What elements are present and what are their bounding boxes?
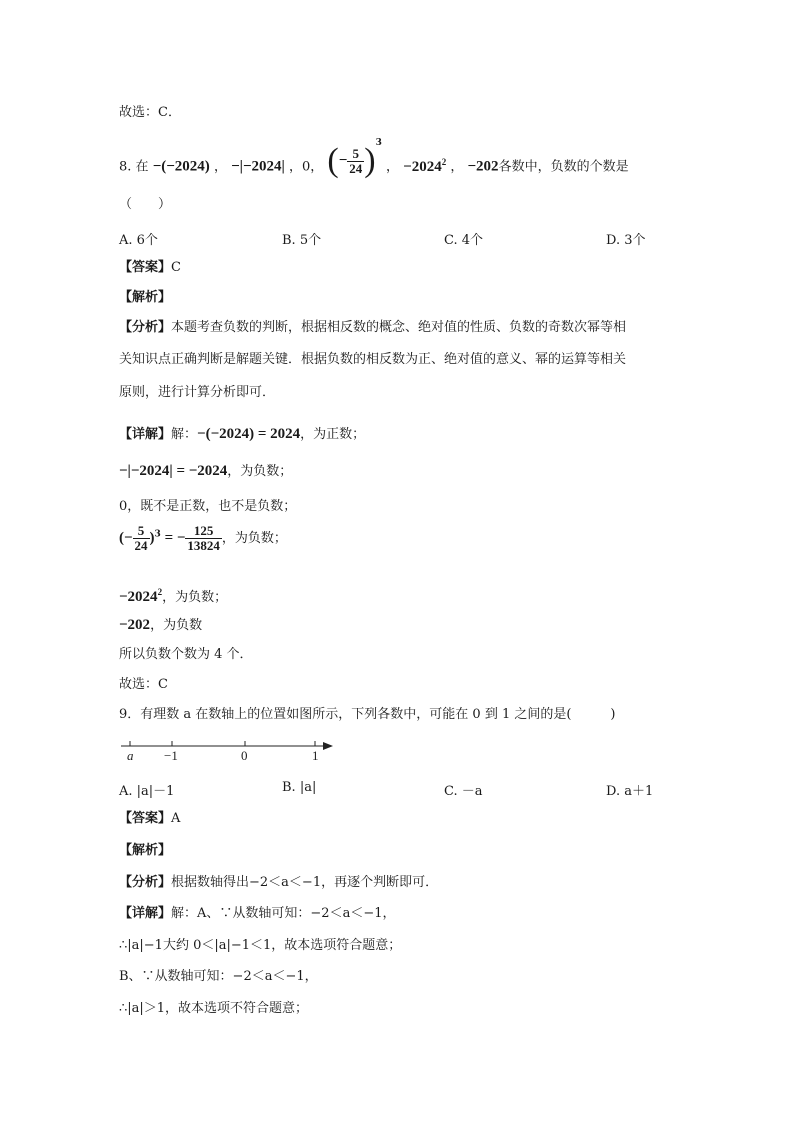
q8-prefix: 在 [135,159,149,175]
q9-answer [119,810,180,828]
q8-step-4-result-den: 13824 [187,538,220,553]
q8-step-1-expr: −(−2024) = 2024 [197,426,301,442]
q9-number-line [119,734,339,764]
q8-expr-3-exp: 3 [375,138,382,149]
q8-step-4 [119,524,287,564]
q8-option-c: C. 4个 [444,233,484,248]
q8-step-1-text: ，为正数； [300,427,366,442]
label-minus-1: −1 [164,748,178,763]
q8-answer-label: 【答案】 [119,260,172,275]
label-0: 0 [241,748,248,763]
q8-xiangjie-label: 【详解】 [119,427,172,442]
q8-expr-3-fraction [347,147,364,176]
number-line-arrow-icon [323,742,333,750]
q8-expr-2: −|−2024| [231,158,285,175]
q8-answer-paren: （ ） [119,197,172,212]
q9-option-a: A. |a|－1 [119,784,175,799]
q9-xiangjie-label: 【详解】 [119,906,172,921]
q8-number: 8. [119,159,132,175]
q8-sep-2: ，0， [288,159,324,175]
q9-analysis-label-text: 【解析】 [119,843,172,858]
q8-fenxi-text-1: 本题考查负数的判断，根据相反数的概念、绝对值的性质、负数的奇数次幂等相 [171,320,627,335]
q8-step-4-fraction [133,524,150,553]
q8-final-choice: 故选：C [119,677,168,692]
q8-expr-3-open: ( [327,142,339,179]
q8-fenxi-line-3: 原则，进行计算分析即可． [119,385,276,400]
q8-step-2-expr: −|−2024| = −2024 [119,463,228,479]
q8-step-2 [119,462,292,481]
q8-stem [119,138,629,200]
q9-analysis-label [119,842,171,860]
q8-step-5-text: ，为负数； [162,590,228,605]
q8-expr-4-base: −2024 [403,158,442,175]
q8-step-4-text: ，为负数； [221,531,287,546]
q9-fenxi-text: 根据数轴得出−2＜a＜−1，再逐个判断即可． [171,875,439,890]
q9-answer-value: A [171,811,181,826]
q8-step-4-eq: = − [160,530,186,546]
q9-fenxi [119,874,438,892]
q8-fenxi-line-2: 关知识点正确判断是解题关键．根据负数的相反数为正、绝对值的意义、幂的运算等相关 [119,352,627,367]
q8-step-4-close: ) [149,530,155,546]
q8-sep-4: ， [450,159,464,175]
q9-xiangjie-line-2: ∴|a|−1大约 0＜|a|−1＜1，故本选项符合题意； [119,938,402,953]
q8-step-5 [119,583,227,607]
label-1: 1 [312,748,319,763]
q9-option-b: B. |a| [282,780,317,795]
q8-xiangjie-line-1 [119,425,365,444]
q8-expr-3 [327,138,382,179]
label-a: a [127,748,134,763]
q8-expr-4-exp: 2 [441,156,447,167]
q8-suffix: 各数中，负数的个数是 [498,159,629,175]
q8-sep-3: ， [385,159,399,175]
q8-analysis-label [119,289,171,307]
q8-step-4-result [185,524,222,553]
q8-fenxi-line-1 [119,319,626,337]
q8-step-4-open: (− [119,530,133,546]
q8-step-3: 0，既不是正数，也不是负数； [119,499,297,514]
q8-expr-3-sign: − [338,152,348,169]
q8-option-d: D. 3个 [606,233,646,248]
q8-step-5-exp: 2 [157,587,163,597]
q8-sep-1: ， [213,159,227,175]
q8-step-5-base: −2024 [119,589,158,605]
q8-analysis-label-text: 【解析】 [119,290,172,305]
q8-expr-3-den: 24 [349,160,363,176]
q9-xiangjie-line-4: ∴|a|＞1，故本选项不符合题意； [119,1001,309,1016]
q9-xiangjie-text-1: 解：A、∵从数轴可知：−2＜a＜−1， [171,906,396,921]
q8-step-2-text: ，为负数； [227,464,293,479]
q9-answer-label: 【答案】 [119,811,172,826]
q8-step-5-expr [119,589,162,605]
q9-option-c: C. －a [444,784,483,799]
q8-conclusion: 所以负数个数为 4 个． [119,647,253,662]
q8-xiangjie-prefix: 解： [171,427,198,442]
q8-step-4-num: 5 [133,524,150,539]
q8-step-4-den: 24 [134,538,148,553]
q9-fenxi-label: 【分析】 [119,875,172,890]
q8-option-b: B. 5个 [282,233,322,248]
q8-expr-1: −(−2024) [152,158,210,175]
q8-expr-3-num: 5 [347,147,364,162]
q9-xiangjie-line-3: B、∵从数轴可知：−2＜a＜−1， [119,969,318,984]
q7-final-choice: 故选：C． [119,105,181,120]
q8-option-a: A. 6个 [119,233,158,248]
q8-step-6-text: ，为负数 [150,618,203,633]
q8-step-4-exp: 3 [154,529,161,540]
q9-stem: 9．有理数 a 在数轴上的位置如图所示，下列各数中，可能在 0 到 1 之间的是( ) [119,707,616,722]
q9-xiangjie-line-1 [119,905,395,923]
q8-expr-5: −202 [467,158,499,175]
q8-answer-value: C [171,260,181,275]
q8-answer [119,259,181,277]
q8-step-6 [119,616,202,635]
q8-step-4-result-num: 125 [185,524,222,539]
q8-fenxi-label: 【分析】 [119,320,172,335]
q8-expr-4 [403,156,447,175]
q8-step-6-expr: −202 [119,617,151,633]
q8-expr-3-close: ) [364,142,376,179]
q9-option-d: D. a＋1 [606,784,654,799]
